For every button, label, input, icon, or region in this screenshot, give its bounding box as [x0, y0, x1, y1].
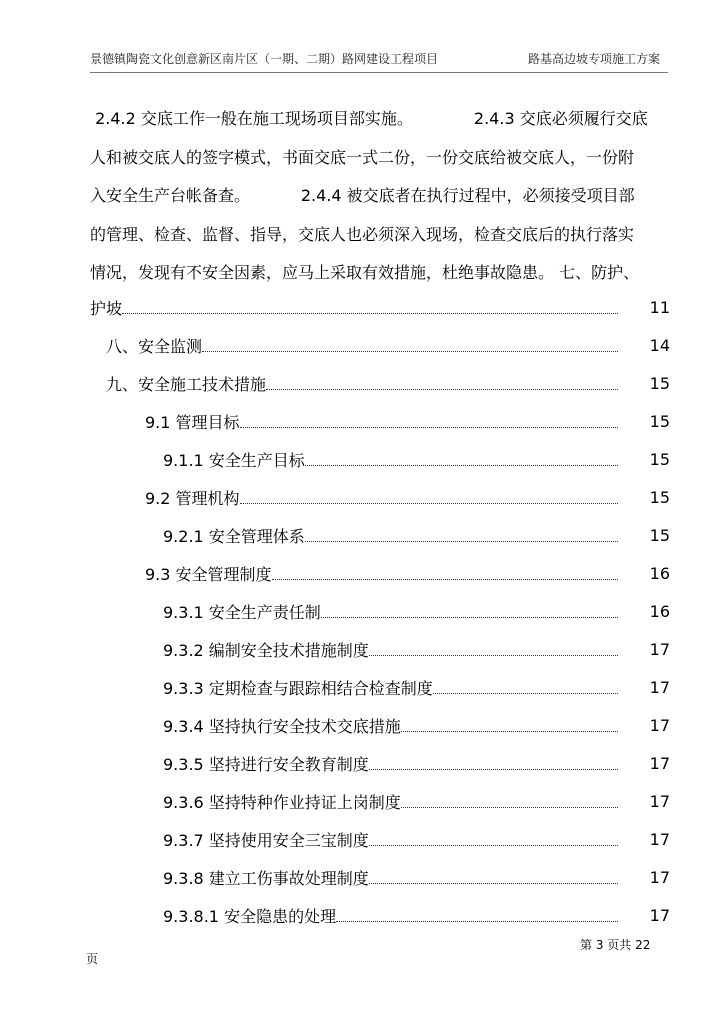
toc-leader-dots — [305, 464, 618, 466]
toc-entry-title: 9.1 管理目标 — [145, 412, 240, 432]
toc-entry-page: 16 — [649, 601, 670, 621]
toc-leader-dots — [266, 388, 618, 390]
toc-entry-page: 17 — [649, 791, 670, 811]
toc-entry[interactable] — [90, 326, 670, 364]
page-number-suffix: 页 — [86, 952, 99, 966]
toc-leader-dots — [369, 882, 618, 884]
toc-entry-title: 9.2.1 安全管理体系 — [163, 526, 305, 546]
body-line: 2.4.2 交底工作一般在施工现场项目部实施。 2.4.3 交底必须履行交底 — [90, 109, 648, 128]
toc-entry-page: 15 — [649, 449, 670, 469]
toc-leader-dots — [272, 578, 618, 580]
toc-leader-dots — [401, 806, 618, 808]
toc-entry[interactable] — [90, 516, 670, 554]
body-paragraph — [90, 100, 670, 293]
toc-entry[interactable] — [90, 858, 670, 896]
toc-entry-page: 17 — [649, 715, 670, 735]
toc-entry-title: 八、安全监测 — [106, 336, 203, 356]
toc-entry[interactable] — [90, 288, 670, 326]
toc-entry-page: 15 — [649, 487, 670, 507]
toc-leader-dots — [369, 844, 618, 846]
toc-entry-page: 15 — [649, 373, 670, 393]
toc-entry[interactable] — [90, 820, 670, 858]
toc-entry-page: 14 — [649, 335, 670, 355]
toc-entry[interactable] — [90, 440, 670, 478]
toc-entry-title: 护坡 — [90, 298, 123, 318]
header-document-title: 路基高边坡专项施工方案 — [527, 52, 660, 66]
toc-entry-page: 15 — [649, 525, 670, 545]
toc-leader-dots — [369, 654, 618, 656]
toc-entry-title: 九、安全施工技术措施 — [106, 374, 267, 394]
toc-leader-dots — [401, 730, 618, 732]
table-of-contents — [90, 288, 670, 934]
toc-entry[interactable] — [90, 782, 670, 820]
toc-entry-page: 17 — [649, 829, 670, 849]
toc-entry-title: 9.3.8 建立工伤事故处理制度 — [163, 868, 369, 888]
toc-leader-dots — [202, 350, 618, 352]
toc-entry[interactable] — [90, 592, 670, 630]
toc-entry-page: 16 — [649, 563, 670, 583]
toc-entry[interactable] — [90, 744, 670, 782]
toc-entry-page: 17 — [649, 753, 670, 773]
toc-leader-dots — [336, 920, 618, 922]
toc-leader-dots — [122, 312, 618, 314]
toc-entry[interactable] — [90, 668, 670, 706]
page-header — [90, 46, 660, 68]
toc-entry-title: 9.3.7 坚持使用安全三宝制度 — [163, 830, 369, 850]
toc-entry[interactable] — [90, 554, 670, 592]
toc-entry-page: 17 — [649, 905, 670, 925]
toc-entry[interactable] — [90, 402, 670, 440]
toc-leader-dots — [369, 768, 618, 770]
toc-entry-title: 9.3.1 安全生产责任制 — [163, 602, 321, 622]
header-project-title: 景德镇陶瓷文化创意新区南片区（一期、二期）路网建设工程项目 — [90, 52, 439, 66]
toc-entry-title: 9.3 安全管理制度 — [145, 564, 272, 584]
toc-entry-title: 9.3.4 坚持执行安全技术交底措施 — [163, 716, 401, 736]
toc-entry[interactable] — [90, 364, 670, 402]
toc-leader-dots — [433, 692, 618, 694]
toc-leader-dots — [240, 426, 618, 428]
toc-entry[interactable] — [90, 630, 670, 668]
toc-leader-dots — [305, 540, 618, 542]
toc-entry-page: 17 — [649, 639, 670, 659]
toc-entry-page: 11 — [649, 297, 670, 317]
toc-entry[interactable] — [90, 478, 670, 516]
toc-entry-title: 9.2 管理机构 — [145, 488, 240, 508]
toc-leader-dots — [240, 502, 618, 504]
toc-entry-title: 9.1.1 安全生产目标 — [163, 450, 305, 470]
toc-entry-title: 9.3.6 坚持特种作业持证上岗制度 — [163, 792, 401, 812]
toc-entry[interactable] — [90, 896, 670, 934]
toc-entry-page: 17 — [649, 677, 670, 697]
header-divider — [90, 72, 668, 73]
toc-entry-title: 9.3.2 编制安全技术措施制度 — [163, 640, 369, 660]
body-line: 情况，发现有不安全因素，应马上采取有效措施，杜绝事故隐患。 七、防护、 — [90, 263, 640, 282]
toc-leader-dots — [321, 616, 618, 618]
body-line: 人和被交底人的签字模式，书面交底一式二份，一份交底给被交底人，一份附 — [90, 147, 635, 167]
toc-entry[interactable] — [90, 706, 670, 744]
toc-entry-title: 9.3.3 定期检查与跟踪相结合检查制度 — [163, 678, 433, 698]
toc-entry-page: 17 — [649, 867, 670, 887]
page-number: 第 3 页共 22 — [580, 938, 651, 952]
toc-entry-title: 9.3.8.1 安全隐患的处理 — [163, 906, 337, 926]
body-line: 入安全生产台帐备查。 2.4.4 被交底者在执行过程中，必须接受项目部 — [90, 186, 635, 205]
body-line: 的管理、检查、监督、指导，交底人也必须深入现场，检查交底后的执行落实 — [90, 224, 635, 244]
toc-entry-page: 15 — [649, 411, 670, 431]
toc-entry-title: 9.3.5 坚持进行安全教育制度 — [163, 754, 369, 774]
